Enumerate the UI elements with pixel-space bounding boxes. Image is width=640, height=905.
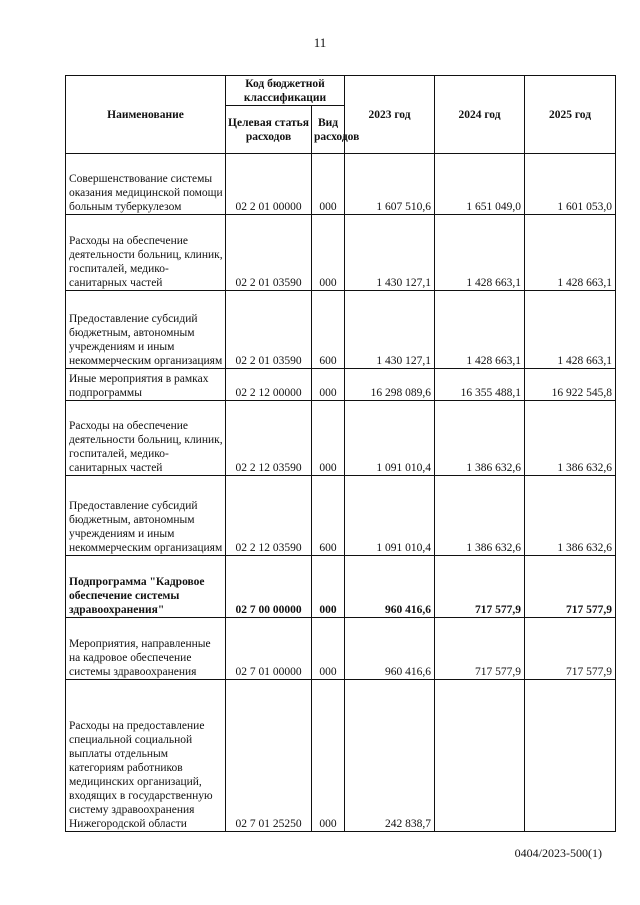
document-code: 0404/2023-500(1) <box>514 846 602 860</box>
row-expense-type: 000 <box>312 215 345 291</box>
row-expense-type: 000 <box>312 618 345 680</box>
row-value-2025: 717 577,9 <box>525 556 616 618</box>
row-target-code: 02 7 00 00000 <box>226 556 312 618</box>
header-target: Целевая статья расходов <box>226 106 312 154</box>
row-value-2025 <box>525 680 616 832</box>
table-row <box>66 618 616 680</box>
row-value-2025: 1 386 632,6 <box>525 401 616 476</box>
row-value-2023: 1 430 127,1 <box>345 215 435 291</box>
row-value-2025: 1 428 663,1 <box>525 215 616 291</box>
row-expense-type: 000 <box>312 556 345 618</box>
row-value-2025: 1 428 663,1 <box>525 291 616 369</box>
row-expense-type: 000 <box>312 401 345 476</box>
row-value-2023: 1 430 127,1 <box>345 291 435 369</box>
row-target-code: 02 7 01 25250 <box>226 680 312 832</box>
row-value-2023: 16 298 089,6 <box>345 369 435 401</box>
row-expense-type: 600 <box>312 476 345 556</box>
row-value-2024 <box>435 680 525 832</box>
row-expense-type: 600 <box>312 291 345 369</box>
row-name: Предоставление субсидий бюджетным, автономным учреждениям и иным некоммерческим организациям <box>66 476 226 556</box>
row-value-2025: 1 601 053,0 <box>525 154 616 215</box>
row-target-code: 02 2 12 03590 <box>226 401 312 476</box>
row-name: Подпрограмма "Кадровое обеспечение системы здравоохранения" <box>66 556 226 618</box>
row-value-2024: 1 386 632,6 <box>435 401 525 476</box>
row-name: Мероприятия, направленные на кадровое обеспечение системы здравоохранения <box>66 618 226 680</box>
row-value-2025: 1 386 632,6 <box>525 476 616 556</box>
table-row <box>66 369 616 401</box>
row-value-2025: 717 577,9 <box>525 618 616 680</box>
row-name: Расходы на обеспечение деятельности больниц, клиник, госпиталей, медико-санитарных частей <box>66 401 226 476</box>
row-value-2024: 1 428 663,1 <box>435 215 525 291</box>
row-value-2023: 1 091 010,4 <box>345 401 435 476</box>
table-row <box>66 291 616 369</box>
header-2023: 2023 год <box>345 76 435 154</box>
row-value-2023: 960 416,6 <box>345 556 435 618</box>
table-row <box>66 215 616 291</box>
table-row <box>66 401 616 476</box>
page-number: 11 <box>313 35 327 50</box>
header-2024: 2024 год <box>435 76 525 154</box>
row-target-code: 02 7 01 00000 <box>226 618 312 680</box>
row-value-2024: 1 651 049,0 <box>435 154 525 215</box>
header-name: Наименование <box>66 76 226 154</box>
row-expense-type: 000 <box>312 680 345 832</box>
row-value-2023: 1 091 010,4 <box>345 476 435 556</box>
row-value-2023: 242 838,7 <box>345 680 435 832</box>
row-value-2025: 16 922 545,8 <box>525 369 616 401</box>
row-target-code: 02 2 01 00000 <box>226 154 312 215</box>
header-code-group: Код бюджетной классификации <box>226 76 345 106</box>
table-row-subprogram <box>66 556 616 618</box>
row-value-2024: 717 577,9 <box>435 556 525 618</box>
table-row <box>66 154 616 215</box>
row-name: Расходы на предоставление специальной социальной выплаты отдельным категориям работников медицинских организаций, входящих в государственную систему здравоохранения Нижегородской области <box>66 680 226 832</box>
header-2025: 2025 год <box>525 76 616 154</box>
row-value-2024: 717 577,9 <box>435 618 525 680</box>
row-value-2024: 16 355 488,1 <box>435 369 525 401</box>
row-name: Расходы на обеспечение деятельности больниц, клиник, госпиталей, медико-санитарных частей <box>66 215 226 291</box>
row-name: Совершенствование системы оказания медицинской помощи больным туберкулезом <box>66 154 226 215</box>
budget-table <box>65 75 616 832</box>
row-value-2024: 1 428 663,1 <box>435 291 525 369</box>
row-expense-type: 000 <box>312 154 345 215</box>
row-name: Предоставление субсидий бюджетным, автономным учреждениям и иным некоммерческим организациям <box>66 291 226 369</box>
row-value-2024: 1 386 632,6 <box>435 476 525 556</box>
row-target-code: 02 2 01 03590 <box>226 215 312 291</box>
table-row <box>66 476 616 556</box>
header-type: Вид расходов <box>312 106 345 154</box>
row-target-code: 02 2 12 03590 <box>226 476 312 556</box>
row-target-code: 02 2 12 00000 <box>226 369 312 401</box>
table-row <box>66 680 616 832</box>
row-target-code: 02 2 01 03590 <box>226 291 312 369</box>
row-value-2023: 1 607 510,6 <box>345 154 435 215</box>
row-expense-type: 000 <box>312 369 345 401</box>
row-value-2023: 960 416,6 <box>345 618 435 680</box>
row-name: Иные мероприятия в рамках подпрограммы <box>66 369 226 401</box>
